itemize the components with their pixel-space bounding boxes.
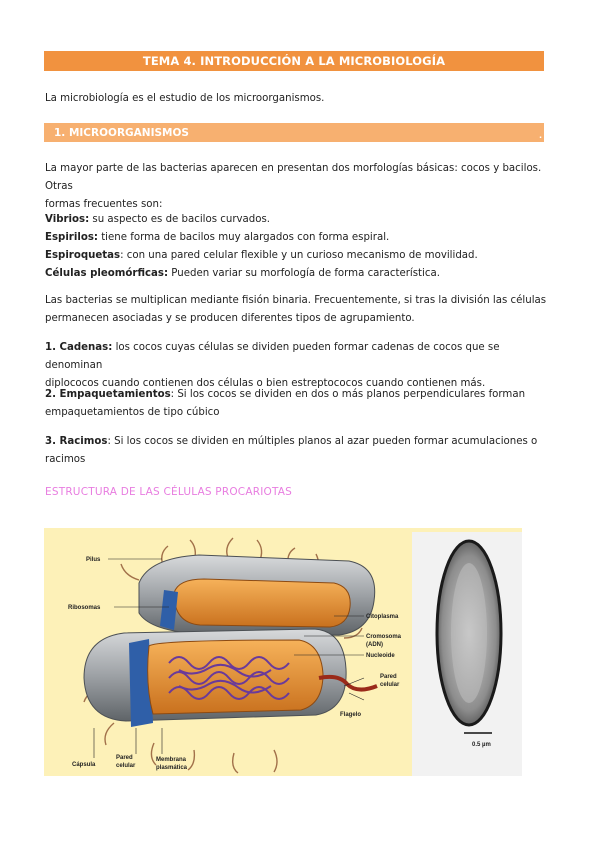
paragraph-division <box>45 292 560 328</box>
label-ribosomas: Ribosomas <box>68 605 101 611</box>
term: Vibrios: <box>45 214 90 225</box>
label-pared: Pared <box>380 674 397 680</box>
label-adn: (ADN) <box>366 642 383 648</box>
section-heading-estructura: ESTRUCTURA DE LAS CÉLULAS PROCARIOTAS <box>45 486 293 498</box>
label-nucleoide: Nucleoide <box>366 653 395 659</box>
label-capsula: Cápsula <box>72 762 96 768</box>
term-desc: : Si los cocos se dividen en múltiples planos al azar pueden formar acumulaciones o racimos <box>45 436 538 465</box>
label-flagelo: Flagelo <box>340 712 362 718</box>
term: 1. Cadenas: <box>45 342 113 353</box>
label-membrana-plasmatica: plasmática <box>156 765 188 771</box>
cytoplasm-top <box>174 579 350 627</box>
cytoplasm-bottom <box>148 640 323 714</box>
list-item <box>45 247 560 265</box>
term: 3. Racimos <box>45 436 108 447</box>
paragraph-line: La mayor parte de las bacterias aparecen en presentan dos morfologías básicas: cocos y bacilos. Otras <box>45 163 542 192</box>
term-desc: : con una pared celular flexible y un curioso mecanismo de movilidad. <box>120 250 478 261</box>
term-desc: su aspecto es de bacilos curvados. <box>89 214 271 225</box>
section-marker: . <box>538 131 542 140</box>
paragraph-morphologies <box>45 160 560 214</box>
term: 2. Empaquetamientos <box>45 389 171 400</box>
term: Espiroquetas <box>45 250 121 261</box>
label-membrana: Membrana <box>156 757 187 763</box>
paragraph-line: permanecen asociadas y se producen diferentes tipos de agrupamiento. <box>45 313 415 324</box>
label-pared-celular: celular <box>380 682 400 688</box>
forms-list <box>45 211 560 283</box>
page-title: TEMA 4. INTRODUCCIÓN A LA MICROBIOLOGÍA <box>44 51 544 71</box>
bacterium-figure <box>44 528 522 776</box>
label-citoplasma: Citoplasma <box>366 614 399 620</box>
label-scale: 0.5 µm <box>472 742 491 748</box>
group-empaquetamientos <box>45 386 560 422</box>
group-racimos <box>45 433 560 469</box>
paragraph-line: formas frecuentes son: <box>45 199 163 210</box>
paragraph-line: empaquetamientos de tipo cúbico <box>45 407 220 418</box>
list-item <box>45 229 560 247</box>
section-heading-microorganismos <box>44 123 544 142</box>
list-item <box>45 265 560 283</box>
group-cadenas <box>45 339 560 393</box>
section-heading-label: 1. MICROORGANISMOS <box>54 126 189 139</box>
intro-text: La microbiología es el estudio de los microorganismos. <box>45 93 325 104</box>
term-desc: Pueden variar su morfología de forma característica. <box>168 268 440 279</box>
label-pared-bottom: Pared <box>116 755 133 761</box>
term-desc: : Si los cocos se dividen en dos o más planos perpendiculares forman <box>170 389 526 400</box>
micrograph-nucleoid <box>451 563 487 703</box>
term-desc: los cocos cuyas células se dividen pueden formar cadenas de cocos que se denominan <box>45 342 500 371</box>
label-cromosoma: Cromosoma <box>366 634 402 640</box>
label-pared-celular-bottom: celular <box>116 763 136 769</box>
paragraph-line: Las bacterias se multiplican mediante fisión binaria. Frecuentemente, si tras la división las células <box>45 295 547 306</box>
bacterium-illustration <box>44 528 522 776</box>
paragraph-line: diplococos cuando contienen dos células o bien estreptococos cuando contienen más. <box>45 378 486 389</box>
list-item <box>45 211 560 229</box>
term: Espirilos: <box>45 232 98 243</box>
term-desc: tiene forma de bacilos muy alargados con forma espiral. <box>97 232 390 243</box>
term: Células pleomórficas: <box>45 268 169 279</box>
label-pilus: Pilus <box>86 557 101 563</box>
